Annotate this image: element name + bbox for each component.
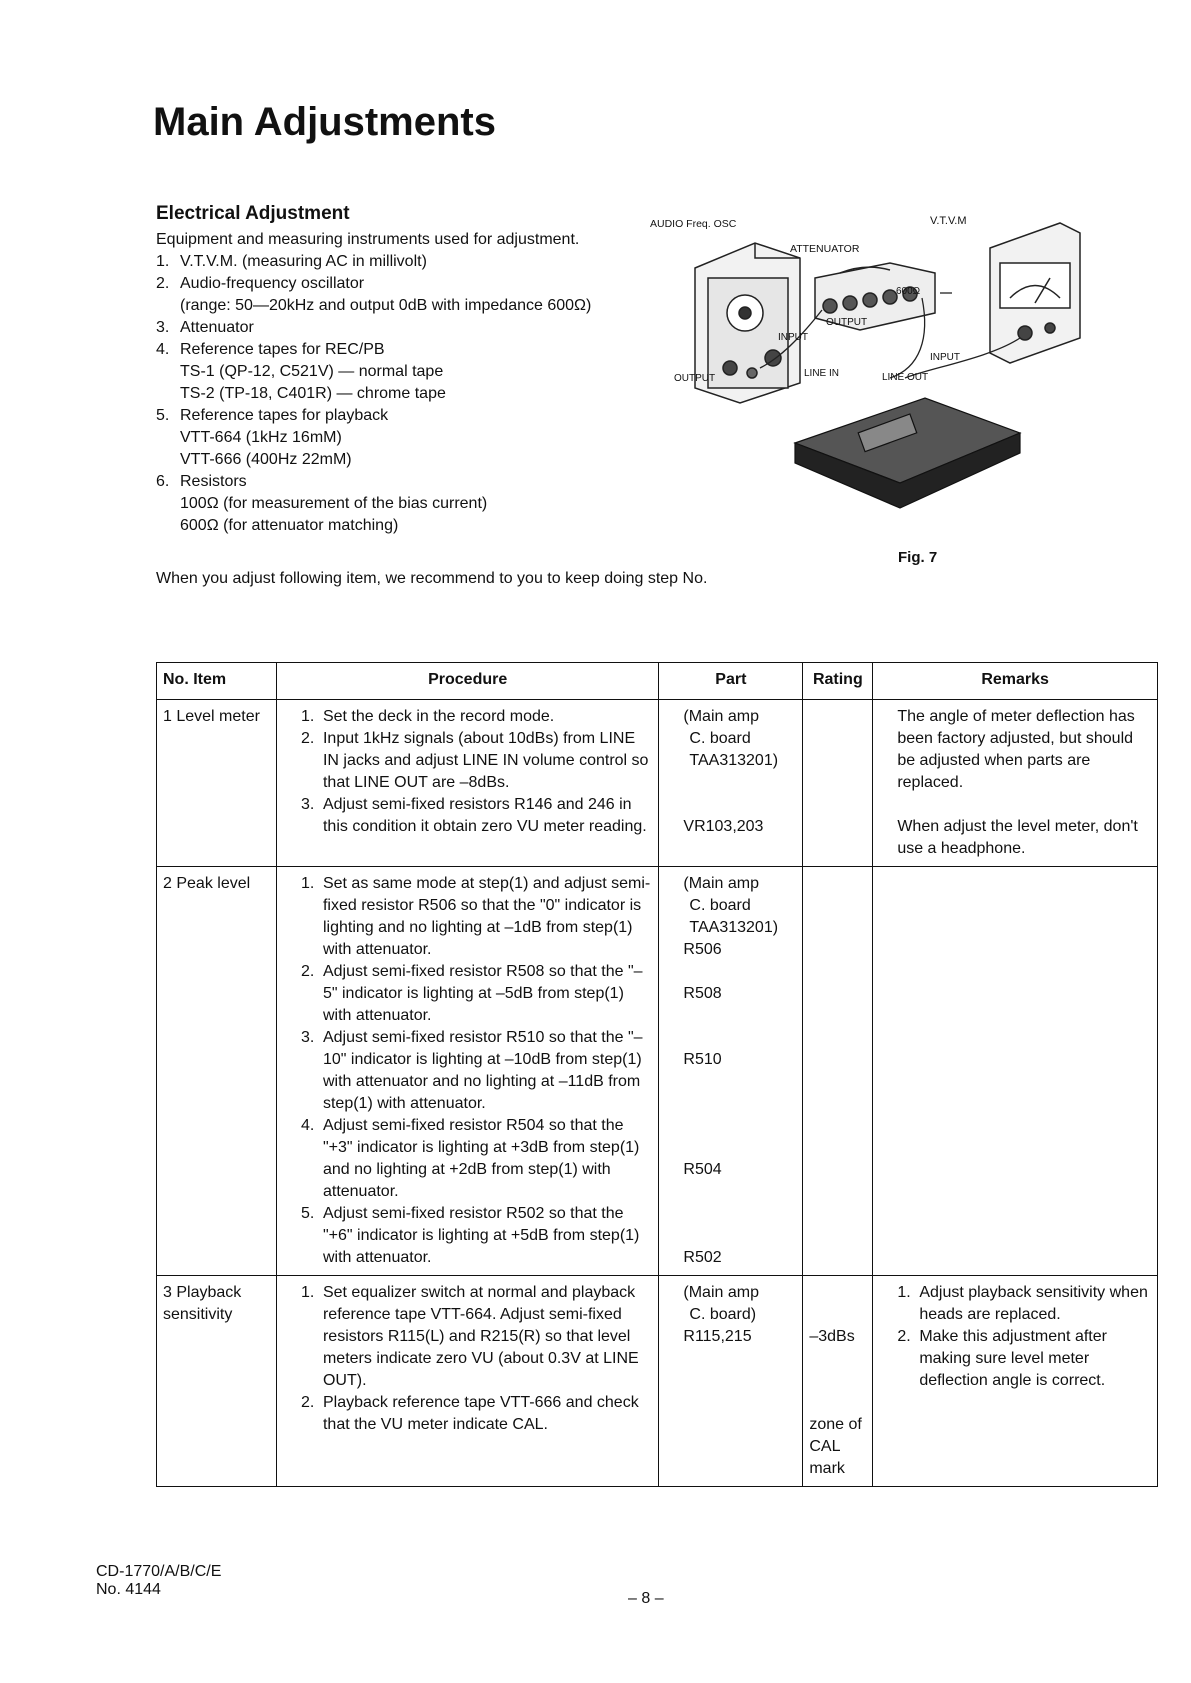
osc-label: AUDIO Freq. OSC [650,218,737,230]
procedure-cell: 1. Set as same mode at step(1) and adjust semi-fixed resistor R506 so that the "0" indicator is lighting and no lighting at –1dB from step(1) with attenuator. 2. Adjust semi-fixed resistor R508 so that the "–5" indicator is lighting at –5dB from step(1) with attenuator. 3. Adjust semi-fixed resistor R510 so that the "–10" indicator is lighting at –10dB from step(1) with attenuator and no lighting at –11dB from step(1) with attenuator. 4. Adjust semi-fixed resistor R504 so that the "+3" indicator is lighting at +3dB from step(1) and no lighting at +2dB from step(1) with attenuator. 5. Adjust semi-fixed resistor R502 so that the "+6" indicator is lighting at +5dB from step(1) with attenuator. [276,867,658,1276]
rating-cell: –3dBs zone of CAL mark [803,1276,873,1487]
col-header-remarks: Remarks [873,663,1158,700]
list-subitem: TS-1 (QP-12, C521V) — normal tape [180,363,444,380]
list-subitem: 600Ω (for attenuator matching) [180,517,399,534]
list-item: 4. Reference tapes for REC/PB [156,341,385,358]
procedure-cell: 1. Set equalizer switch at normal and playback reference tape VTT-664. Adjust semi-fixed resistors R115(L) and R215(R) so that level meters indicate zero VU (about 0.3V at LINE OUT). 2. Playback reference tape VTT-666 and check that the VU meter indicate CAL. [276,1276,658,1487]
list-item: 5. Reference tapes for playback [156,407,389,424]
col-header-part: Part [659,663,803,700]
page-title: Main Adjustments [153,100,496,144]
list-item: 3. Attenuator [156,319,254,336]
list-item: 2. Audio-frequency oscillator [156,275,365,292]
table-header-row [157,663,1158,700]
rating-cell [803,700,873,867]
vtvm-illustration [990,223,1080,363]
adjustment-table [156,662,1158,1487]
figure-caption: Fig. 7 [898,549,938,566]
remarks-cell [873,867,1158,1276]
col-header-no-item: No. Item [157,663,277,700]
part-cell: (Main amp C. board TAA313201) R506 R508 R510 R504 R502 [659,867,803,1276]
vtvm-input-label: INPUT [930,352,960,363]
procedure-cell: 1. Set the deck in the record mode. 2. Input 1kHz signals (about 10dBs) from LINE IN jacks and adjust LINE IN volume control so that LINE OUT are –8dBs. 3. Adjust semi-fixed resistors R146 and 246 in this condition it obtain zero VU meter reading. [276,700,658,867]
attenuator-label: ATTENUATOR [790,243,860,255]
att-output-label: OUTPUT [826,317,868,328]
list-subitem: TS-2 (TP-18, C401R) — chrome tape [180,385,446,402]
rating-cell [803,867,873,1276]
osc-output-label: OUTPUT [674,373,716,384]
list-subitem: VTT-664 (1kHz 16mM) [180,429,342,446]
equipment-list [156,229,676,537]
list-item: 1. V.T.V.M. (measuring AC in millivolt) [156,253,427,270]
att-input-label: INPUT [778,332,808,343]
list-subitem: 100Ω (for measurement of the bias current) [180,495,488,512]
list-subitem: (range: 50—20kHz and output 0dB with impedance 600Ω) [180,297,592,314]
model-number: CD-1770/A/B/C/E [96,1563,222,1580]
recommendation-text: When you adjust following item, we recommend to you to keep doing step No. [156,570,708,587]
remarks-cell: 1. Adjust playback sensitivity when heads are replaced. 2. Make this adjustment after making sure level meter deflection angle is correct. [873,1276,1158,1487]
equipment-connection-figure [650,215,1160,518]
item-cell: 3 Playback sensitivity [157,1276,277,1487]
ohm-label: 600Ω [896,286,921,297]
remarks-cell: The angle of meter deflection has been factory adjusted, but should be adjusted when parts are replaced. When adjust the level meter, don't use a headphone. [873,700,1158,867]
table-row [157,1276,1158,1487]
col-header-rating: Rating [803,663,873,700]
part-cell: (Main amp C. board TAA313201) VR103,203 [659,700,803,867]
vtvm-label: V.T.V.M [930,215,967,227]
list-subitem: VTT-666 (400Hz 22mM) [180,451,352,468]
list-item: 6. Resistors [156,473,247,490]
item-cell: 2 Peak level [157,867,277,1276]
document-number: No. 4144 [96,1581,161,1598]
line-in-label: LINE IN [804,368,840,379]
cassette-deck-illustration [795,398,1020,508]
table-row [157,700,1158,867]
section-heading: Electrical Adjustment [156,203,350,224]
col-header-procedure: Procedure [276,663,658,700]
page-number: – 8 – [628,1590,664,1607]
table-row [157,867,1158,1276]
equipment-intro: Equipment and measuring instruments used for adjustment. [156,231,580,248]
part-cell: (Main amp C. board) R115,215 [659,1276,803,1487]
document-footer [96,1563,221,1599]
item-cell: 1 Level meter [157,700,277,867]
line-out-label: LINE OUT [882,372,929,383]
